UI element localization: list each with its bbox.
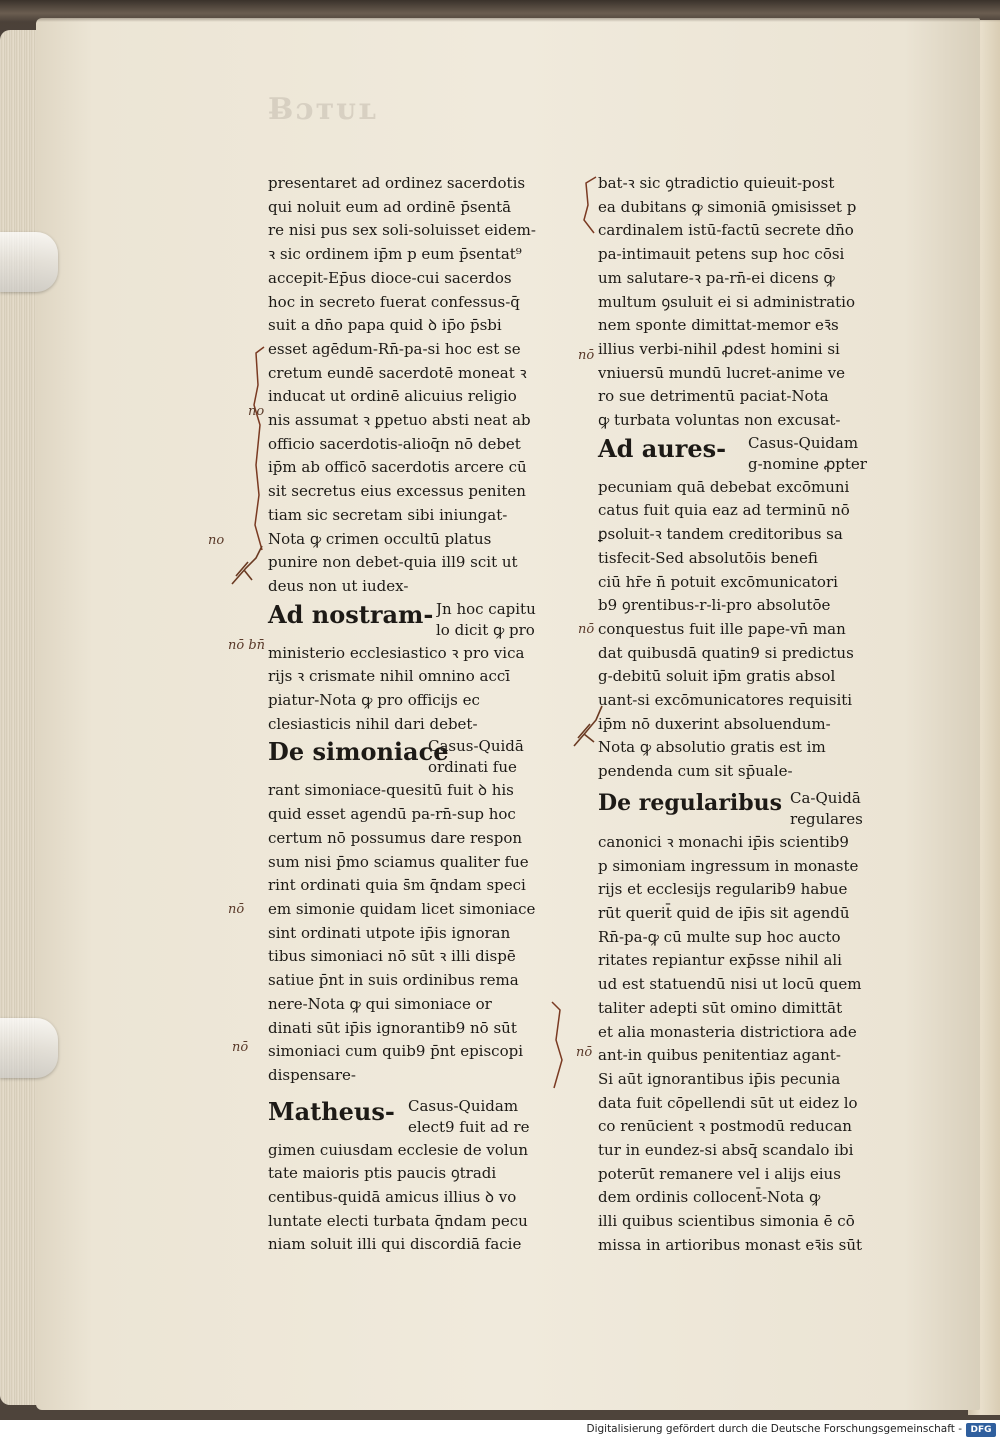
text-line: rijs et ecclesijs regularib9 habue (598, 880, 848, 899)
text-line: inducat ut ordinē alicuius religio (268, 387, 517, 406)
text-line: g-debitū soluit ip̄m gratis absol (598, 667, 836, 686)
rubric-side-text (408, 1096, 529, 1138)
rubric-title: De regularibus (598, 789, 783, 816)
paragraph-right-b (598, 476, 898, 784)
text-line: tiam sic secretam sibi iniungat- (268, 505, 508, 524)
text-line: illi quibus scientibus simonia ē cō (598, 1212, 855, 1231)
text-line: multum ꝯsuluit ei si administratio (598, 292, 856, 311)
text-line: ꝑsoluit-ꝛ tandem creditoribus sa (598, 525, 843, 544)
text-line: qui noluit eum ad ordinē p̄sentā (268, 197, 512, 216)
text-line: Jn hoc capitu (436, 599, 536, 618)
text-line: ordinati fue (428, 758, 517, 777)
rubric-side-text (748, 433, 867, 475)
text-line: tate maioris ptis paucis ꝯtradi (268, 1164, 497, 1183)
text-line: gimen cuiusdam ecclesie de volun (268, 1140, 529, 1159)
text-line: poterūt remanere vel i alijs eius (598, 1164, 841, 1183)
binding-shadow (0, 0, 1000, 22)
text-line: pendenda cum sit sp̄uale- (598, 762, 793, 781)
marginal-note: no (208, 533, 225, 548)
marginal-note: nō (232, 1040, 249, 1055)
text-line: esset agēdum-Rn̄-pa-si hoc est se (268, 339, 521, 358)
text-line: suit a dn̄o papa quid ꝺ ip̄o p̄sbi (268, 316, 502, 335)
rubric-title: De simoniace (268, 737, 449, 767)
paragraph-left-b (268, 642, 568, 737)
rubric-title: Ad aures- (598, 433, 727, 463)
marginal-note: nō (228, 902, 245, 917)
text-line: missa in artioribus monast eꝛ̄is sūt (598, 1235, 863, 1254)
text-line: et alia monasteria districtiora ade (598, 1022, 857, 1041)
text-line: Casus-Quidā (428, 737, 524, 756)
paragraph-left-c (268, 779, 568, 1087)
text-line: ministerio ecclesiastico ꝛ pro vica (268, 643, 525, 662)
text-line: sum nisi p̄mo sciamus qualiter fue (268, 852, 529, 871)
paragraph-right-a (598, 172, 898, 433)
margin-bracket-left (250, 345, 270, 555)
text-line: tisfecit-Sed absolutōis benefi (598, 548, 818, 567)
margin-bracket-left-bottom (548, 1000, 568, 1090)
text-line: niam soluit illi qui discordiā facie (268, 1235, 522, 1254)
paragraph-left-a (268, 172, 568, 599)
text-line: cretum eundē sacerdotē moneat ꝛ (268, 363, 527, 382)
text-line: rant simoniace-quesitū fuit ꝺ his (268, 781, 514, 800)
text-line: dat quibusdā quatin9 si predictus (598, 643, 854, 662)
rubric-ad-aures (598, 433, 898, 476)
page-clip-top (0, 232, 58, 292)
manicule-left (226, 540, 266, 590)
text-line: punire non debet-quia ill9 scit ut (268, 553, 518, 572)
text-line: pecuniam quā debebat excōmuni (598, 477, 850, 496)
text-column-right (598, 172, 898, 1258)
rubric-de-simoniace (268, 736, 568, 779)
rubric-side-text (436, 599, 536, 641)
marginal-note: no (248, 404, 265, 419)
text-line: nem sponte dimittat-memor eꝛ̄s (598, 316, 839, 335)
funding-credit: Digitalisierung gefördert durch die Deutsche Forschungsgemeinschaft - (586, 1423, 962, 1435)
text-line: simoniaci cum quib9 p̄nt episcopi (268, 1042, 524, 1061)
text-line: lo dicit ꝙ pro (436, 620, 535, 639)
paragraph-right-c (598, 831, 898, 1258)
text-line: certum nō possumus dare respon (268, 828, 523, 847)
text-line: ꝙ turbata voluntas non excusat- (598, 411, 841, 430)
text-line: Ca-Quidā (790, 788, 861, 807)
text-line: Nota ꝙ crimen occultū platus (268, 529, 492, 548)
text-line: ro sue detrimentū paciat-Nota (598, 387, 829, 406)
text-line: Si aūt ignorantibus ip̄is pecunia (598, 1069, 841, 1088)
marginal-note: nō (578, 622, 595, 637)
text-line: Casus-Quidam (408, 1096, 519, 1115)
text-line: satiue p̄nt in suis ordinibus rema (268, 971, 519, 990)
rubric-title: Matheus- (268, 1096, 395, 1126)
text-line: sit secretus eius excessus peniten (268, 482, 526, 501)
text-line: dem ordinis collocent̄-Nota ꝙ (598, 1188, 821, 1207)
text-line: catus fuit quia eaz ad terminū nō (598, 501, 850, 520)
rubric-de-regularibus (598, 788, 898, 831)
rubric-side-text (790, 788, 863, 830)
text-line: data fuit cōpellendi sūt ut eidez lo (598, 1093, 858, 1112)
text-line: conquestus fuit ille pape-vn̄ man (598, 619, 846, 638)
text-line: Nota ꝙ absolutio gratis est im (598, 738, 826, 757)
text-line: officio sacerdotis-alioq̄n nō debet (268, 434, 521, 453)
text-line: em simonie quidam licet simoniace (268, 899, 536, 918)
footer-bar (0, 1420, 1000, 1440)
text-line: accepit-Ep̄us dioce-cui sacerdos (268, 268, 512, 287)
text-line: bat-ꝛ sic ꝯtradictio quieuit-post (598, 174, 835, 192)
text-line: nis assumat ꝛ ꝑpetuo absti neat ab (268, 411, 531, 430)
text-line: centibus-quidā amicus illius ꝺ vo (268, 1188, 517, 1207)
text-line: presentaret ad ordinez sacerdotis (268, 174, 526, 192)
text-line: ud est statuendū nisi ut locū quem (598, 975, 862, 994)
text-line: tur in eundez-si absq̄ scandalo ibi (598, 1141, 854, 1160)
text-line: nere-Nota ꝙ qui simoniace or (268, 994, 492, 1013)
text-line: ip̄m ab officō sacerdotis arcere cū (268, 458, 527, 477)
rubric-matheus (268, 1096, 568, 1139)
text-line: p simoniam ingressum in monaste (598, 856, 859, 875)
text-line: cardinalem istū-factū secrete dn̄o (598, 221, 854, 240)
marginal-note: nō (576, 1045, 593, 1060)
text-line: b9 ꝯrentibus-r-li-pro absolutōe (598, 596, 831, 615)
text-line: um salutare-ꝛ pa-rn̄-ei dicens ꝙ (598, 268, 835, 287)
text-line: ꝛ sic ordinem ip̄m p eum p̄sentat⁹ (268, 245, 522, 264)
rubric-title: Ad nostram- (268, 599, 434, 629)
text-line: canonici ꝛ monachi ip̄is scientib9 (598, 832, 849, 851)
rubric-ad-nostram (268, 599, 568, 642)
text-line: g-nomine ꝓpter (748, 454, 867, 473)
text-line: illius verbi-nihil ꝓdest homini si (598, 339, 840, 358)
text-line: luntate electi turbata q̄ndam pecu (268, 1211, 528, 1230)
text-line: rijs ꝛ crismate nihil omnino accī (268, 667, 511, 686)
text-line: Rn̄-pa-ꝙ cū multe sup hoc aucto (598, 927, 841, 946)
rubric-side-text (428, 736, 524, 778)
manicule-right (568, 700, 608, 750)
text-line: dinati sūt ip̄is ignorantib9 nō sūt (268, 1018, 517, 1037)
text-line: sint ordinati utpote ip̄is ignoran (268, 923, 511, 942)
marginal-note: nō bn̄ (228, 638, 266, 653)
text-line: co renūcient ꝛ postmodū reducan (598, 1117, 852, 1136)
text-line: rint ordinati quia s̄m q̄ndam speci (268, 876, 526, 895)
text-column-left (268, 172, 568, 1257)
margin-bracket-right-top (580, 175, 600, 235)
text-line: elect9 fuit ad re (408, 1117, 530, 1136)
text-line: tibus simoniaci nō sūt ꝛ illi dispē (268, 947, 516, 966)
text-line: vniuersū mundū lucret-anime ve (598, 363, 845, 382)
text-line: ciū hr̄e n̄ potuit excōmunicatori (598, 572, 838, 591)
bleed-through-header: Ƀɔᴛᴜʟ (268, 92, 379, 127)
text-line: ritates repiantur exp̄sse nihil ali (598, 951, 842, 970)
dfg-logo: DFG (966, 1423, 996, 1437)
text-line: clesiasticis nihil dari debet- (268, 714, 478, 733)
text-line: ip̄m nō duxerint absoluendum- (598, 714, 831, 733)
text-line: taliter adepti sūt omino dimittāt (598, 998, 843, 1017)
text-line: ea dubitans ꝙ simoniā ꝯmisisset p (598, 197, 857, 216)
text-line: quid esset agendū pa-rn̄-sup hoc (268, 805, 516, 824)
text-line: pa-intimauit petens sup hoc cōsi (598, 245, 845, 264)
text-line: rūt querit̄ quid de ip̄is sit agendū (598, 903, 850, 922)
text-line: piatur-Nota ꝙ pro officijs ec (268, 691, 480, 710)
text-line: uant-si excōmunicatores requisiti (598, 691, 853, 710)
text-line: Casus-Quidam (748, 433, 859, 452)
text-line: re nisi pus sex soli-soluisset eidem- (268, 221, 536, 240)
text-line: deus non ut iudex- (268, 576, 409, 595)
marginal-note: nō (578, 348, 595, 363)
text-line: regulares (790, 809, 863, 828)
text-line: ant-in quibus penitentiaz agant- (598, 1046, 841, 1065)
paragraph-left-d (268, 1139, 568, 1258)
text-line: hoc in secreto fuerat confessus-q̄ (268, 292, 520, 311)
page-clip-bottom (0, 1018, 58, 1078)
text-line: dispensare- (268, 1065, 356, 1084)
